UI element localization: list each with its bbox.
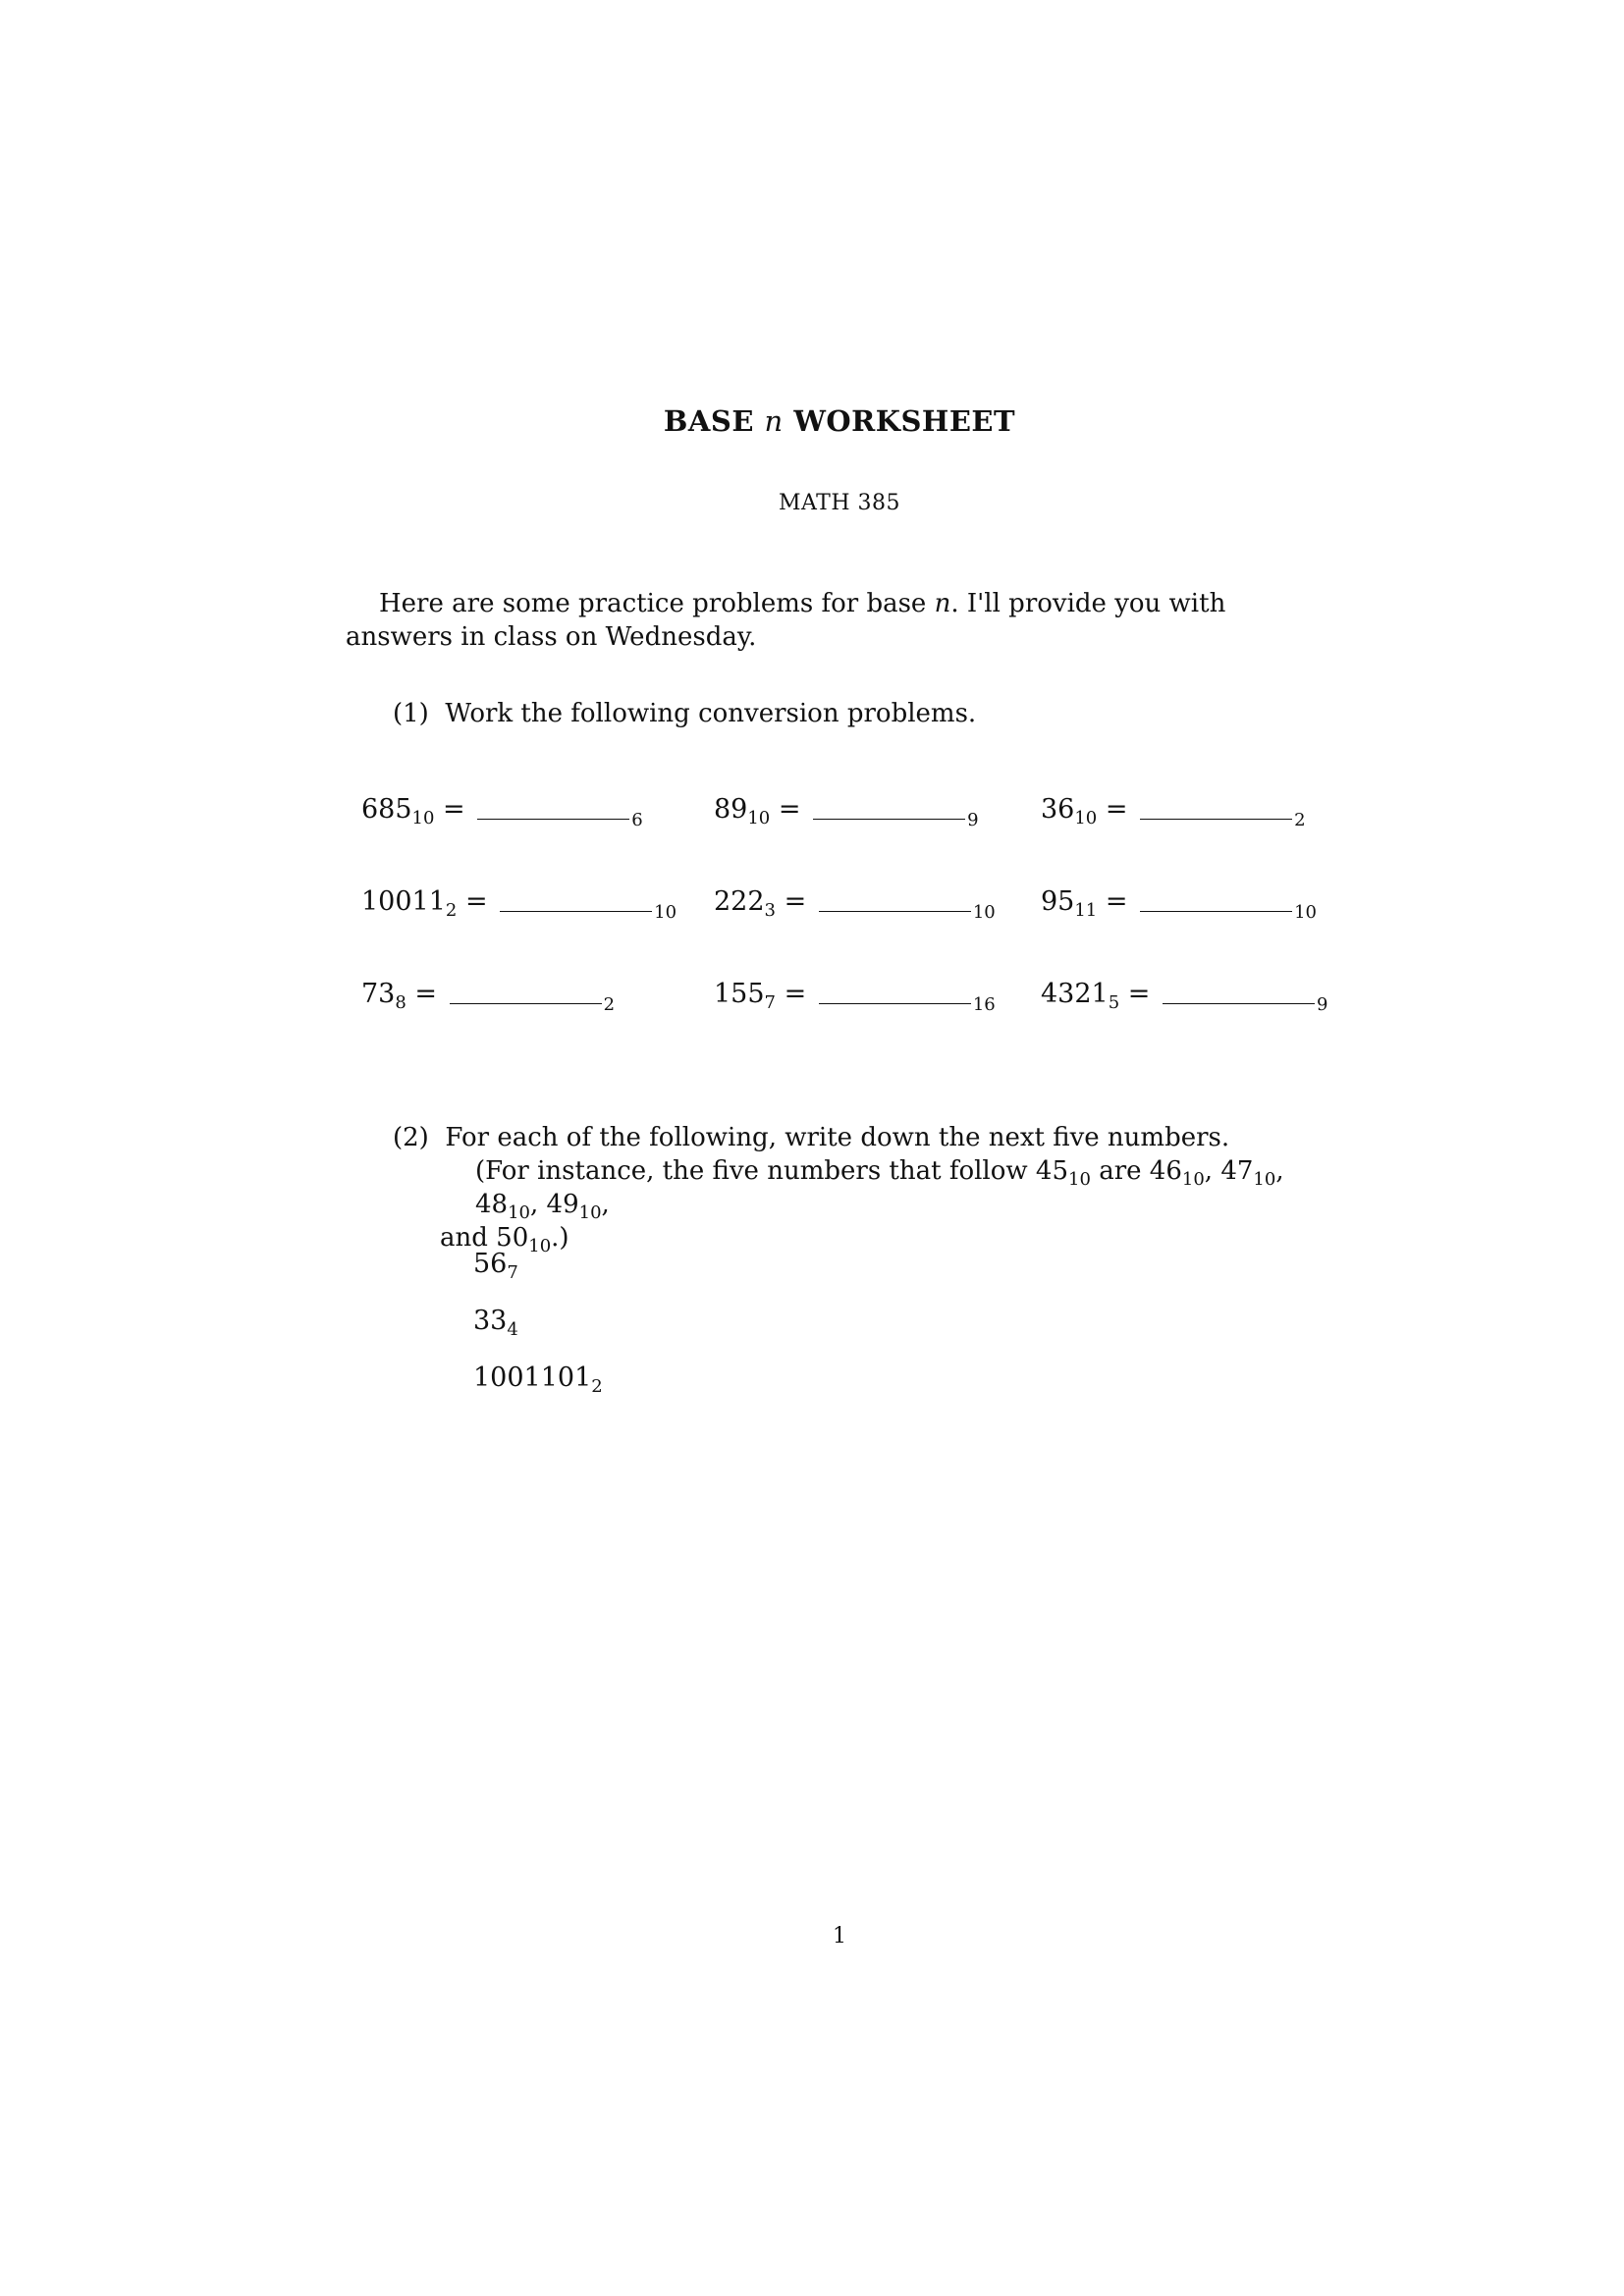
answer-blank[interactable] <box>813 793 965 820</box>
intro-text-2: . I'll provide you with answers in class on Wednesday. <box>346 589 1226 652</box>
question-2-example <box>393 1154 1335 1221</box>
example-base: 10 <box>508 1202 530 1223</box>
course-code: MATH 385 <box>778 491 901 515</box>
example-number: 47 <box>1220 1156 1254 1186</box>
equals-sign: = <box>443 794 465 825</box>
equals-sign: = <box>778 794 801 825</box>
target-base: 6 <box>631 810 643 830</box>
problem-base: 10 <box>747 808 771 828</box>
problem-7 <box>361 978 615 1015</box>
sequence-base: 2 <box>591 1376 603 1397</box>
problem-number: 36 <box>1041 794 1075 825</box>
problem-4 <box>361 885 677 923</box>
answer-blank[interactable] <box>500 885 652 912</box>
equals-sign: = <box>784 886 807 917</box>
question-1-text: Work the following conversion problems. <box>445 699 977 728</box>
page-title <box>0 404 1624 438</box>
example-base: 10 <box>1068 1169 1091 1190</box>
equals-sign: = <box>1105 794 1128 825</box>
target-base: 10 <box>654 902 677 923</box>
example-text: are <box>1099 1156 1142 1186</box>
example-base: 10 <box>528 1236 552 1256</box>
target-base: 9 <box>1316 994 1328 1015</box>
example-number: 45 <box>1035 1156 1069 1186</box>
sequence-number: 1001101 <box>473 1362 592 1393</box>
sequence-number: 56 <box>473 1249 508 1279</box>
example-base: 10 <box>578 1202 602 1223</box>
equals-sign: = <box>1127 979 1151 1009</box>
answer-blank[interactable] <box>450 978 602 1004</box>
target-base: 10 <box>972 902 996 923</box>
problem-base: 8 <box>395 992 406 1013</box>
sequence-base: 4 <box>507 1319 518 1340</box>
example-number: 50 <box>496 1223 529 1253</box>
problem-number: 95 <box>1041 886 1075 917</box>
sequence-base: 7 <box>507 1262 518 1283</box>
problem-base: 7 <box>764 992 776 1013</box>
problem-8 <box>714 978 996 1015</box>
title-variable: n <box>764 404 784 438</box>
example-number: 48 <box>475 1190 509 1219</box>
problem-base: 11 <box>1074 900 1098 921</box>
example-comma: , <box>601 1190 610 1219</box>
page-number: 1 <box>833 1924 846 1949</box>
example-comma: , <box>530 1190 539 1219</box>
equals-sign: = <box>784 979 807 1009</box>
example-comma: , <box>1275 1156 1284 1186</box>
problem-number: 222 <box>714 886 765 917</box>
sequence-number: 33 <box>473 1306 508 1336</box>
sequence-2 <box>473 1306 518 1340</box>
problem-base: 5 <box>1108 992 1120 1013</box>
title-prefix: BASE <box>663 404 754 438</box>
problem-1 <box>361 793 643 830</box>
answer-blank[interactable] <box>819 885 971 912</box>
problem-number: 10011 <box>361 886 446 917</box>
intro-variable: n <box>934 589 951 618</box>
problem-number: 89 <box>714 794 748 825</box>
sequence-1 <box>473 1249 518 1283</box>
example-comma: , <box>1204 1156 1214 1186</box>
target-base: 2 <box>1294 810 1306 830</box>
problem-3 <box>1041 793 1306 830</box>
problem-number: 73 <box>361 979 396 1009</box>
example-text: (For instance, the five numbers that follow <box>475 1156 1028 1186</box>
answer-blank[interactable] <box>1140 885 1292 912</box>
equals-sign: = <box>464 886 488 917</box>
question-2-text: For each of the following, write down the next five numbers. <box>445 1123 1230 1152</box>
problem-number: 155 <box>714 979 765 1009</box>
target-base: 9 <box>967 810 979 830</box>
intro-paragraph <box>346 587 1327 654</box>
problem-base: 2 <box>445 900 458 921</box>
problem-number: 685 <box>361 794 412 825</box>
intro-text-1: Here are some practice problems for base <box>379 589 927 618</box>
problem-base: 10 <box>411 808 435 828</box>
example-base: 10 <box>1181 1169 1205 1190</box>
target-base: 16 <box>972 994 996 1015</box>
problem-9 <box>1041 978 1327 1015</box>
problem-base: 3 <box>764 900 776 921</box>
question-2-line-1 <box>393 1121 1335 1154</box>
example-text: .) <box>551 1223 569 1253</box>
question-2-label: (2) <box>393 1123 429 1152</box>
problem-number: 4321 <box>1041 979 1109 1009</box>
answer-blank[interactable] <box>819 978 971 1004</box>
question-1-label: (1) <box>393 699 429 728</box>
problem-base: 10 <box>1074 808 1098 828</box>
problem-5 <box>714 885 996 923</box>
example-number: 46 <box>1149 1156 1182 1186</box>
answer-blank[interactable] <box>1140 793 1292 820</box>
target-base: 2 <box>603 994 616 1015</box>
problem-2 <box>714 793 979 830</box>
example-base: 10 <box>1253 1169 1276 1190</box>
question-2-example-end <box>393 1221 1335 1255</box>
answer-blank[interactable] <box>477 793 629 820</box>
target-base: 10 <box>1294 902 1317 923</box>
title-suffix: WORKSHEET <box>793 404 1016 438</box>
answer-blank[interactable] <box>1163 978 1315 1004</box>
sequence-3 <box>473 1362 603 1397</box>
example-number: 49 <box>546 1190 579 1219</box>
equals-sign: = <box>1105 886 1128 917</box>
question-2 <box>393 1121 1335 1255</box>
equals-sign: = <box>414 979 438 1009</box>
problem-6 <box>1041 885 1317 923</box>
question-1 <box>393 699 976 728</box>
example-text: and <box>440 1223 488 1253</box>
